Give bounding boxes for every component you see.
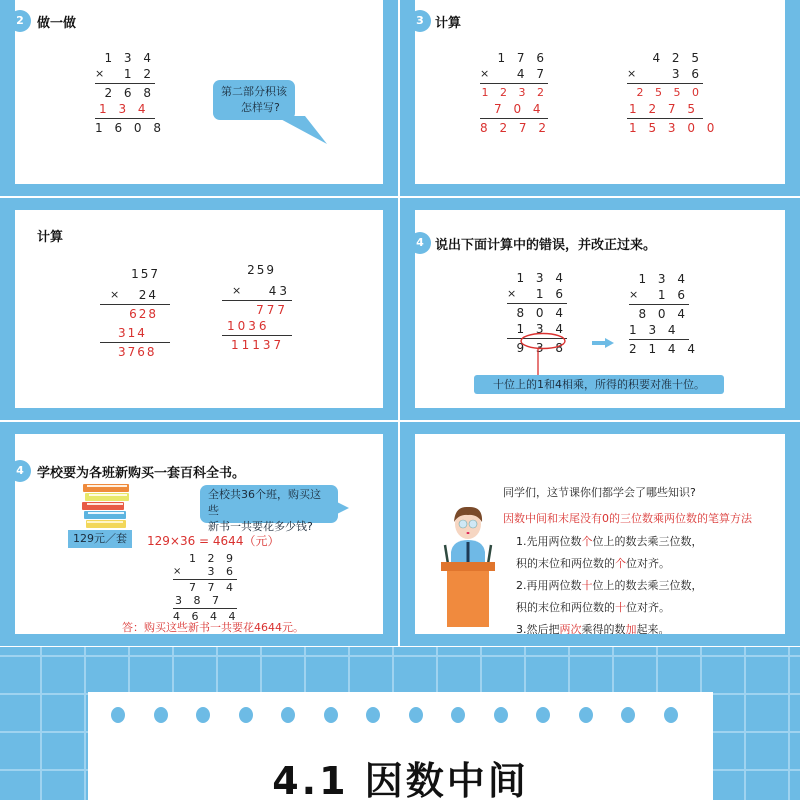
binder-dot-icon [281,707,295,723]
binder-dot-icon [536,707,550,723]
cover-card [88,692,713,800]
step-2-line-1: 2.再用两位数十位上的数去乘三位数， [516,579,703,592]
slide-title: 说出下面计算中的错误，并改正过来。 [435,238,657,253]
slide-find-error[interactable] [400,198,800,420]
step-badge: 4 [15,460,31,482]
slide-title: 计算 [37,230,64,245]
slide-summary[interactable] [400,422,800,646]
vertical-multiplication [95,50,165,136]
multiplier: 1 2 [123,67,155,81]
partial-product-2: 1 3 4 [99,102,150,116]
equation: 129×36 = 4644（元） [147,534,280,548]
binder-dot-icon [324,707,338,723]
corrected-calculation: 1 3 4 × 1 6 8 0 4 1 3 4 2 1 4 4 [629,272,699,356]
binder-dot-icon [621,707,635,723]
rule [95,83,155,84]
slide-title: 学校要为各班新购买一套百科全书。 [37,466,246,481]
bubble-tail-icon [337,502,351,514]
binder-dot-icon [239,707,253,723]
bubble-tail-icon [265,116,335,146]
wrong-calculation: 1 3 4 × 1 6 8 0 4 1 3 4 9 3 8 [507,271,567,355]
times-sign: × [95,67,105,80]
multiplicand: 1 3 4 [104,51,155,65]
product: 1 6 0 8 [95,121,165,135]
slide-encyclopedia[interactable] [0,422,398,646]
slide-title: 做一做 [37,16,77,31]
binder-dot-icon [664,707,678,723]
step-1-line-1: 1.先用两位数个位上的数去乘三位数， [516,535,703,548]
binder-dot-icon [196,707,210,723]
slide-calculate-2[interactable] [0,198,398,420]
cover-title: 4.1 因数中间 [272,759,529,800]
hint-bar: 十位上的1和4相乘，所得的积要对准十位。 [474,375,724,394]
step-badge: 2 [15,10,31,32]
step-1-line-2: 积的末位和两位数的个位对齐。 [516,557,670,570]
slide-do-it[interactable] [0,0,398,196]
step-3-line: 3.然后把两次乘得的数加起来。 [516,623,670,634]
binder-dot-icon [366,707,380,723]
speech-bubble: 第二部分积该 怎样写? [213,80,295,120]
speech-bubble: 全校共36个班，购买这些 新书一共要花多少钱? [200,485,338,523]
binder-dot-icon [409,707,423,723]
step-badge: 4 [415,232,431,254]
error-circle-icon [519,332,567,350]
vertical-multiplication-2: 4 2 5 × 3 6 2 5 5 0 1 2 7 5 1 5 3 0 0 [627,51,719,135]
method-heading: 因数中间和末尾没有0的三位数乘两位数的笔算方法 [503,512,752,525]
binder-dot-icon [579,707,593,723]
slide-title: 计算 [435,16,462,31]
binder-dot-icon [451,707,465,723]
vertical-multiplication: 1 2 9 × 3 6 7 7 4 3 8 7 4 6 4 4 [173,552,240,623]
binder-dot-icon [154,707,168,723]
question-text: 同学们，这节课你们都学会了哪些知识? [503,486,696,499]
slide-calculate-1[interactable] [400,0,800,196]
teacher-at-podium-icon [433,502,503,632]
partial-product-1: 2 6 8 [104,86,155,100]
vertical-multiplication-1: 1 7 6 × 4 7 1 2 3 2 7 0 4 8 2 7 2 [480,51,550,135]
step-2-line-2: 积的末位和两位数的十位对齐。 [516,601,670,614]
error-row: 1 3 4 [516,322,567,336]
books-icon [82,482,132,528]
arrow-right-icon [592,338,614,348]
rule [95,118,155,119]
binder-dot-icon [494,707,508,723]
step-badge: 3 [415,10,431,32]
price-tag: 129元／套 [68,530,132,548]
answer-text: 答：购买这些新书一共要花4644元。 [122,621,304,634]
binder-dot-icon [111,707,125,723]
vertical-multiplication-1: 157 × 24 628 314 3768 [100,266,170,360]
vertical-multiplication-2: 259 × 43 777 1036 11137 [222,262,292,353]
